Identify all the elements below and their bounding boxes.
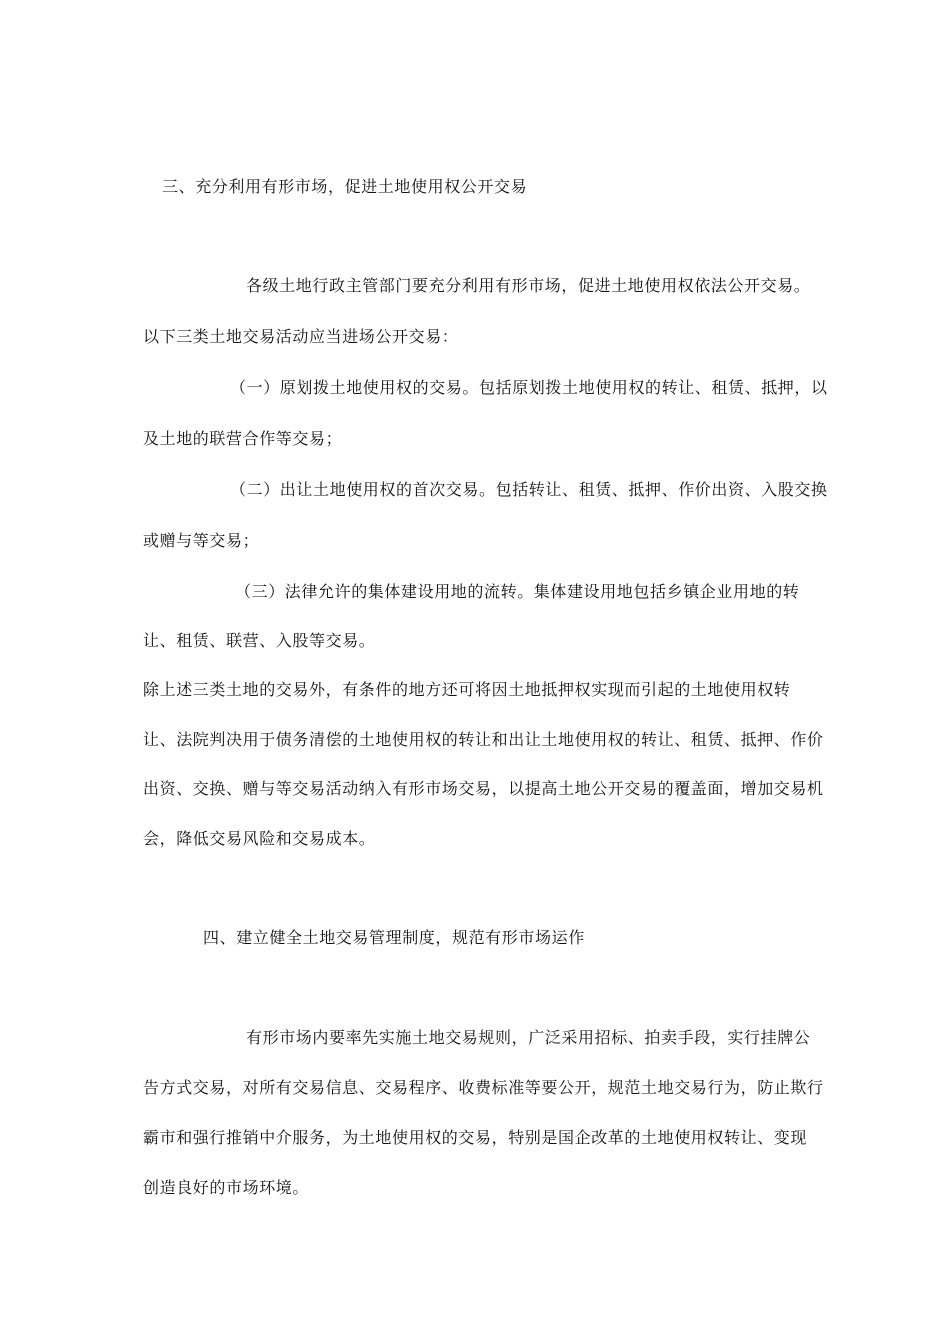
section3-item2-line1: （二）出让土地使用权的首次交易。包括转让、租赁、抵押、作价出资、入股交换 <box>230 480 828 499</box>
section3-paragraph1-line2: 以下三类土地交易活动应当进场公开交易： <box>143 327 459 346</box>
section3-item3-line1: （三）法律允许的集体建设用地的流转。集体建设用地包括乡镇企业用地的转 <box>235 582 800 601</box>
section3-item2-line2: 或赠与等交易； <box>143 531 260 550</box>
section3-paragraph2-line2: 让、法院判决用于债务清偿的土地使用权的转让和出让土地使用权的转让、租赁、抵押、作价 <box>143 730 824 749</box>
section4-paragraph1-line3: 霸市和强行推销中介服务，为土地使用权的交易，特别是国企改革的土地使用权转让、变现 <box>143 1128 808 1147</box>
section3-heading: 三、充分利用有形市场，促进土地使用权公开交易 <box>162 177 528 196</box>
section4-heading: 四、建立健全土地交易管理制度，规范有形市场运作 <box>203 928 585 947</box>
section3-paragraph2-line4: 会，降低交易风险和交易成本。 <box>143 829 376 848</box>
section3-paragraph1-line1: 各级土地行政主管部门要充分利用有形市场，促进土地使用权依法公开交易。 <box>246 276 811 295</box>
section4-paragraph1-line4: 创造良好的市场环境。 <box>143 1178 310 1197</box>
section3-item3-line2: 让、租赁、联营、入股等交易。 <box>143 631 376 650</box>
section3-item1-line1: （一）原划拨土地使用权的交易。包括原划拨土地使用权的转让、租赁、抵押，以 <box>230 378 828 397</box>
section4-paragraph1-line1: 有形市场内要率先实施土地交易规则，广泛采用招标、拍卖手段，实行挂牌公 <box>246 1028 811 1047</box>
section4-paragraph1-line2: 告方式交易，对所有交易信息、交易程序、收费标准等要公开，规范土地交易行为，防止欺行 <box>143 1078 824 1097</box>
section3-paragraph2-line1: 除上述三类土地的交易外，有条件的地方还可将因土地抵押权实现而引起的土地使用权转 <box>143 680 791 699</box>
section3-item1-line2: 及土地的联营合作等交易； <box>143 429 343 448</box>
section3-paragraph2-line3: 出资、交换、赠与等交易活动纳入有形市场交易，以提高土地公开交易的覆盖面，增加交易机 <box>143 779 824 798</box>
